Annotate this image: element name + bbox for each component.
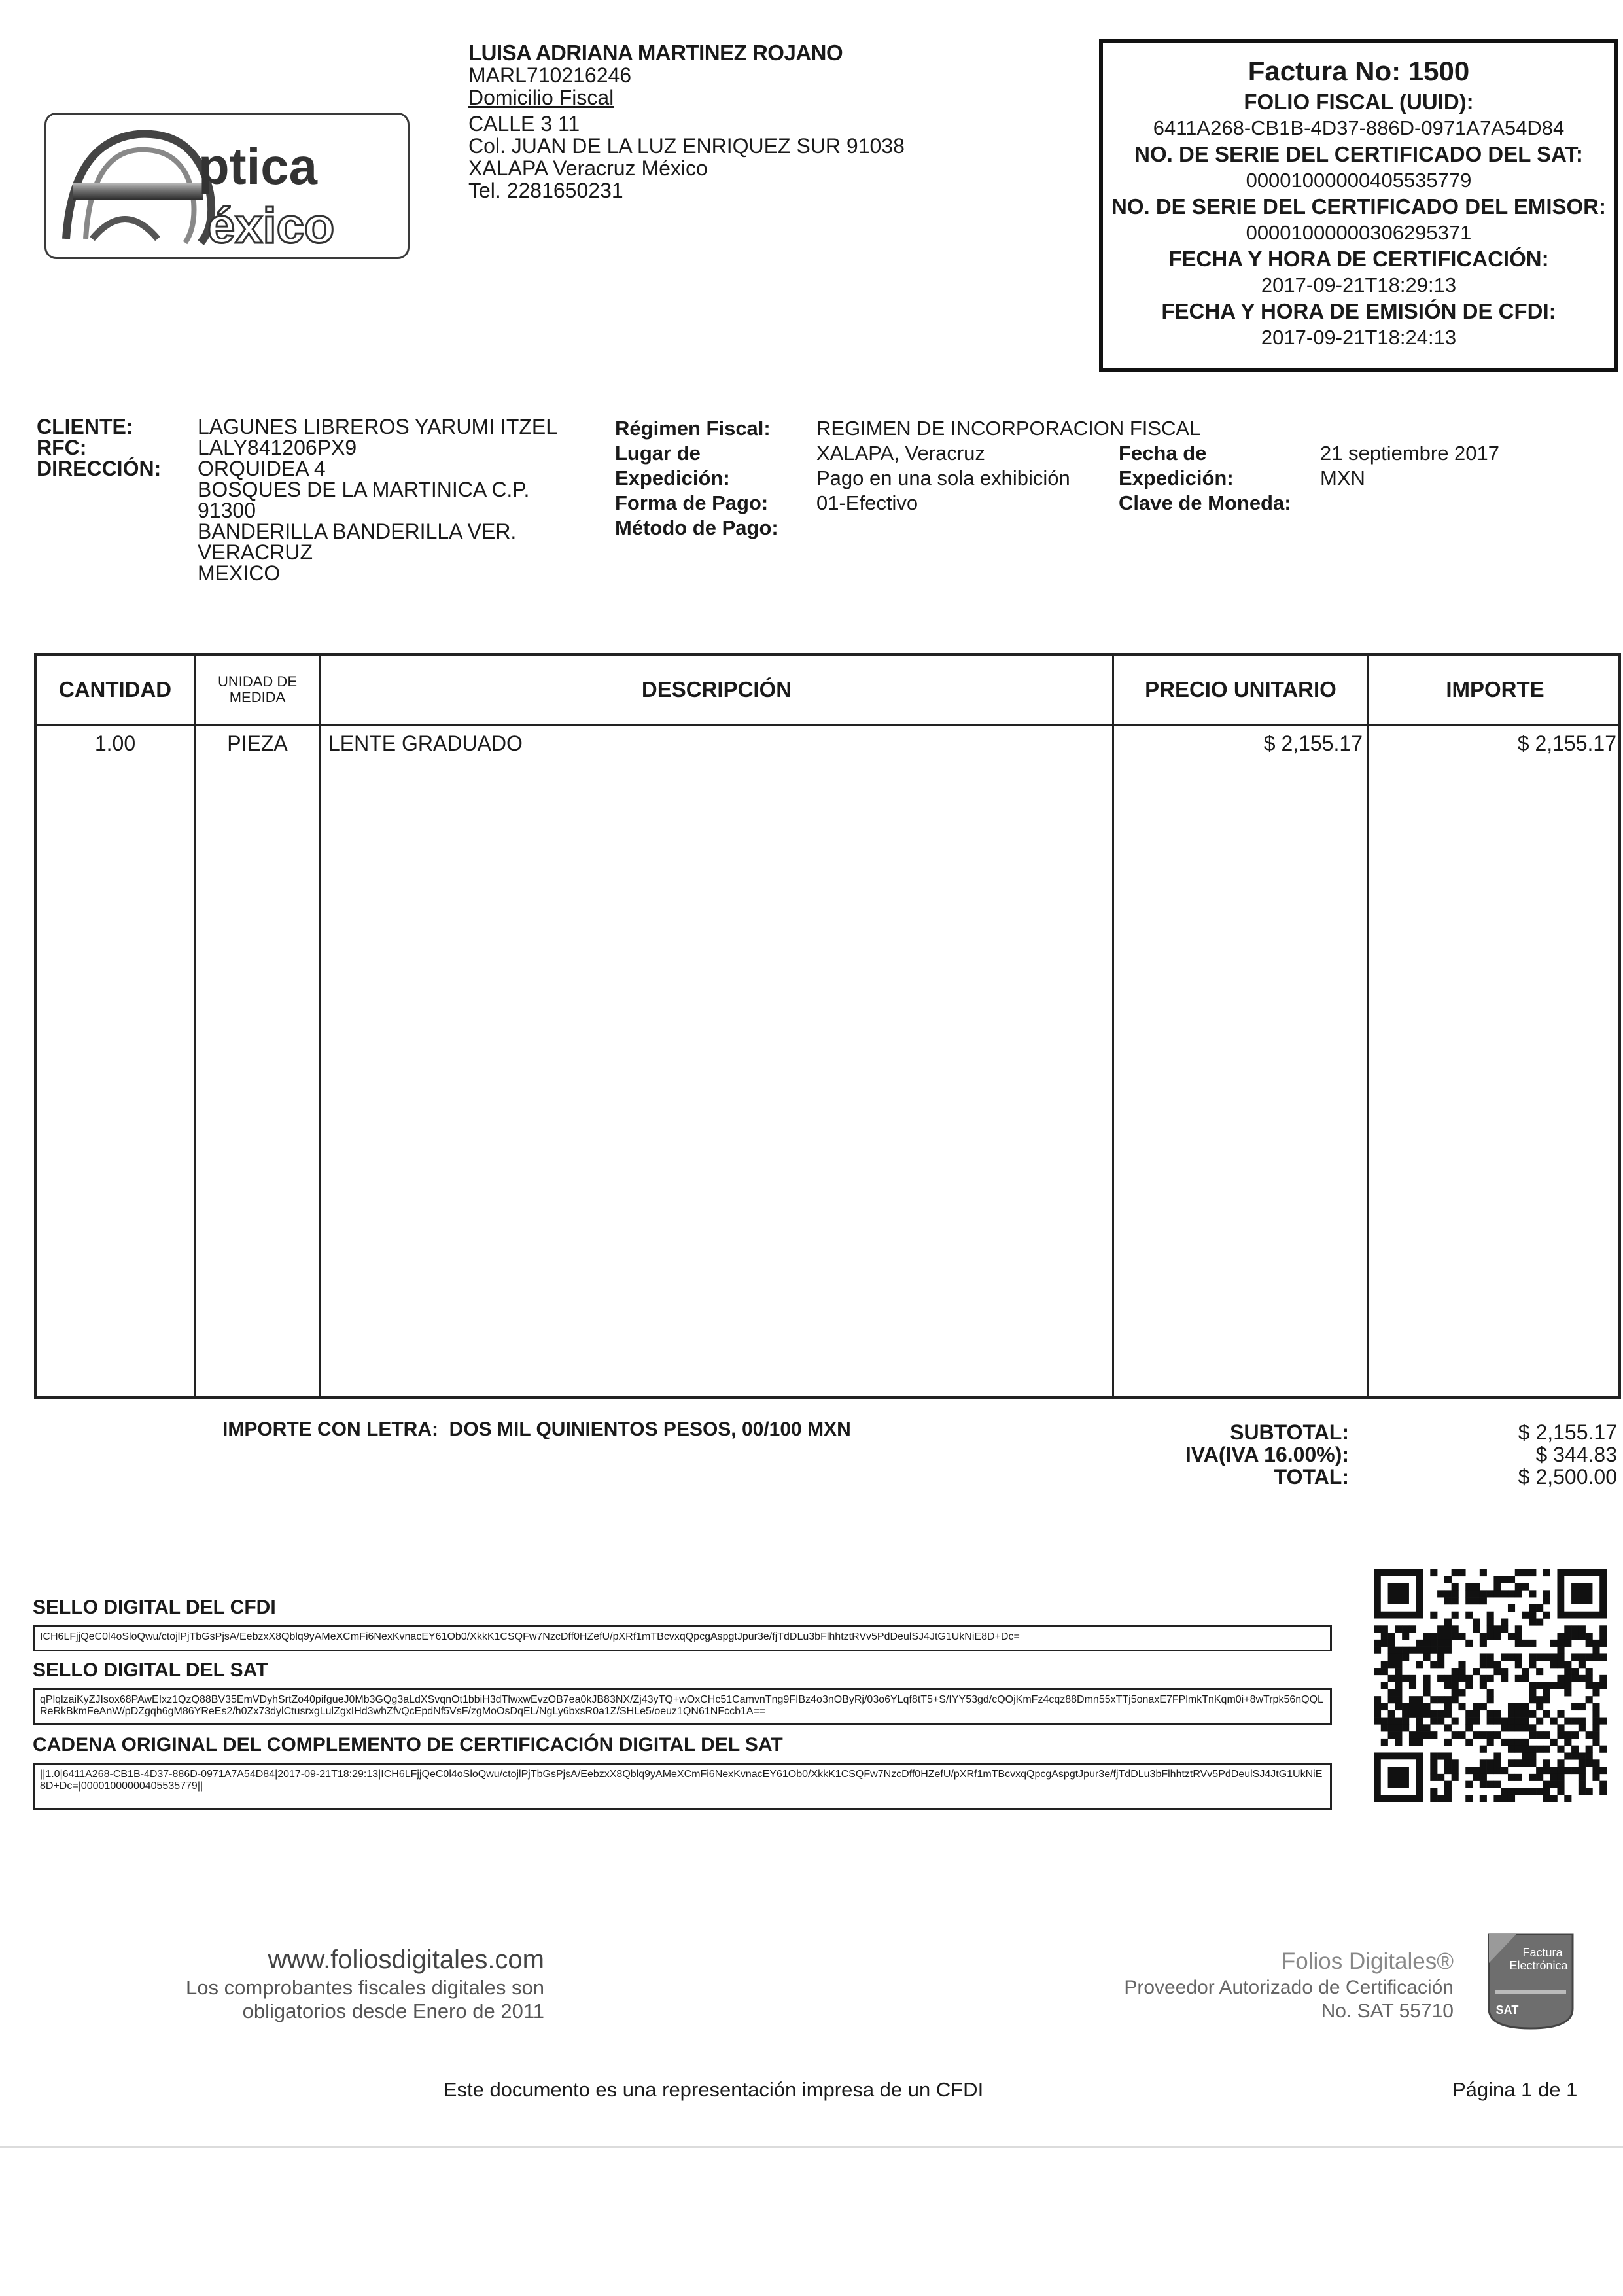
metodo-value: 01-Efectivo [816,491,918,514]
row-unidad: PIEZA [227,732,288,755]
representacion-impresa [0,2078,1623,2102]
row-precio: $ 2,155.17 [1263,732,1363,755]
sello-cfdi-title: SELLO DIGITAL DEL CFDI [33,1597,276,1618]
issuer-tel: Tel. 2281650231 [468,179,623,202]
badge-sat-text: SAT [1495,2004,1519,2017]
emision-date-label: FECHA Y HORA DE EMISIÓN DE CFDI: [1161,299,1556,323]
issuer-colonia: Col. JUAN DE LA LUZ ENRIQUEZ SUR 91038 [468,134,905,158]
qr-code [1374,1569,1607,1802]
sat-number: No. SAT 55710 [1321,2000,1454,2022]
client-rfc: LALY841206PX9 [198,436,357,459]
client-address-line: BANDERILLA BANDERILLA VER. [198,520,517,543]
qr-code-graphic [1374,1569,1607,1802]
folios-brand: Folios Digitales® [1281,1949,1454,1974]
footer-note-line2: obligatorios desde Enero de 2011 [242,2000,544,2022]
header-unidad-line2: MEDIDA [229,689,286,705]
moneda-label: Clave de Moneda: [1119,491,1291,514]
row-importe: $ 2,155.17 [1517,732,1616,755]
qr-finder-pattern [1561,1572,1603,1615]
qr-finder-pattern [1377,1756,1420,1799]
lugar-label: Lugar de Expedición: [615,442,730,489]
rfc-label: RFC: [37,436,87,459]
iva-label: IVA(IVA 16.00%): [1185,1443,1349,1466]
header-unidad [196,656,319,724]
client-address-line: 91300 [198,499,256,522]
importe-con-letra [222,1419,851,1441]
items-table [34,653,1621,1399]
page-bottom-rule [0,2146,1623,2148]
sat-cert-label: NO. DE SERIE DEL CERTIFICADO DEL SAT: [1134,142,1583,166]
column-divider [1367,656,1369,1396]
header-importe: IMPORTE [1446,677,1544,701]
issuer-city: XALAPA Veracruz México [468,156,708,180]
logo-text-bottom: éxico [207,198,335,254]
logo-graphic [46,115,408,257]
emision-date-value: 2017-09-21T18:24:13 [1261,326,1457,349]
lugar-value: XALAPA, Veracruz [816,442,985,465]
column-divider [1112,656,1114,1396]
direccion-label: DIRECCIÓN: [37,457,162,480]
sello-sat-box: qPlqlzaiKyZJIsox68PAwEIxz1QzQ88BV35EmVDyhSrtZo40pifgueJ0Mb3GQg3aLdXSvqnOt1bbiH3dTlwxwEvzOB7ea0kJB83NX/Zj43yTQ+wOxCHc51CamvnTng9FIBz4o3nOByRj/03o6YLqf8tT5+S/IYY53gd/cQOjKmFz4cqz88Dmn55xTTj5onaxE7FPlmkTnKqm0i+8wTrpk56nQQLReRkBkmFeAnW/pDZgqh6gM86YReEs2/h0Zx73dylCtusrxgLulZgxIHd3whZfvQcEpdNf5VsF/zgMoOsDqEL/NgLy6bxsR0a1Z/SHLe5/oeuz1QN61NFccb1A== [33,1688,1332,1725]
row-descripcion: LENTE GRADUADO [328,732,523,755]
forma-value: Pago en una sola exhibición [816,467,1070,489]
cert-date-label: FECHA Y HORA DE CERTIFICACIÓN: [1168,247,1549,271]
footer-note-line1: Los comprobantes fiscales digitales son [186,1976,544,1999]
table-header-divider [37,724,1618,726]
fecha-value: 21 septiembre 2017 [1320,442,1500,465]
provider-text: Proveedor Autorizado de Certificación [1124,1977,1454,1998]
cliente-label: CLIENTE: [37,415,133,438]
representacion-text: Este documento es una representación impresa de un CFDI [443,2078,984,2101]
sello-sat-title: SELLO DIGITAL DEL SAT [33,1659,268,1681]
client-address-line: BOSQUES DE LA MARTINICA C.P. [198,478,530,501]
client-address-line: VERACRUZ [198,540,313,564]
emisor-cert-label: NO. DE SERIE DEL CERTIFICADO DEL EMISOR: [1111,194,1607,219]
footer-left [105,1943,544,2023]
forma-label: Forma de Pago: [615,491,769,514]
invoice-number: Factura No: 1500 [1248,56,1470,86]
totals-labels [1112,1421,1349,1488]
issuer-block [468,42,905,202]
column-divider [319,656,321,1396]
client-address-line: ORQUIDEA 4 [198,457,326,480]
regimen-label: Régimen Fiscal: [615,417,771,440]
moneda-value: MXN [1320,467,1365,489]
factura-electronica-badge [1484,1930,1578,2032]
letra-value: DOS MIL QUINIENTOS PESOS, 00/100 MXN [449,1419,851,1440]
header-precio: PRECIO UNITARIO [1145,677,1336,701]
issuer-rfc: MARL710216246 [468,63,632,87]
header-descripcion: DESCRIPCIÓN [641,677,792,701]
footer-right [1073,1947,1454,2023]
sat-cert-value: 00001000000405535779 [1246,169,1472,192]
page-number: Página 1 de 1 [1452,2078,1578,2101]
letra-label: IMPORTE CON LETRA: [222,1419,438,1440]
fiscal-box [1099,39,1618,372]
column-divider [194,656,196,1396]
metodo-label: Método de Pago: [615,516,778,539]
subtotal-label: SUBTOTAL: [1230,1421,1349,1444]
uuid-value: 6411A268-CB1B-4D37-886D-0971A7A54D84 [1153,116,1565,139]
client-address-line: MEXICO [198,561,281,585]
total-value: $ 2,500.00 [1518,1465,1617,1489]
qr-finder-pattern [1377,1572,1420,1615]
header-cantidad: CANTIDAD [58,677,172,701]
badge-text-2: Electrónica [1509,1959,1568,1972]
total-label: TOTAL: [1274,1465,1349,1489]
logo-text-top: ptica [198,137,318,195]
badge-text-1: Factura [1522,1946,1563,1959]
cadena-original-title: CADENA ORIGINAL DEL COMPLEMENTO DE CERTIFICACIÓN DIGITAL DEL SAT [33,1734,783,1756]
regimen-value: REGIMEN DE INCORPORACION FISCAL [816,417,1201,440]
domicilio-label: Domicilio Fiscal [468,86,614,109]
issuer-street: CALLE 3 11 [468,112,580,135]
cadena-original-box: ||1.0|6411A268-CB1B-4D37-886D-0971A7A54D84|2017-09-21T18:29:13|ICH6LFjjQeC0l4oSloQwu/ctojlPjTbGsPjsA/EebzxX8Qblq9yAMeXCmFi6NexKvnacEY61Ob0/XkkK1CSQFw7NzcDff0HZefU/pXRf1mTBcvxqQpcgAspgtJpur3e/fjTdDLu3bFlhhtztRVv5PdDeulSJ4JtG1UkNiE8D+Dc=|00001000000405535779|| [33,1763,1332,1810]
totals-values [1406,1421,1617,1488]
optica-mexico-logo [44,113,410,259]
emisor-cert-value: 00001000000306295371 [1246,221,1472,244]
header-unidad-line1: UNIDAD DE [217,673,297,690]
cert-date-value: 2017-09-21T18:29:13 [1261,274,1457,296]
row-cantidad: 1.00 [94,732,136,755]
client-name: LAGUNES LIBREROS YARUMI ITZEL [198,415,558,438]
iva-value: $ 344.83 [1535,1443,1617,1466]
fecha-label: Fecha de Expedición: [1119,442,1234,489]
subtotal-value: $ 2,155.17 [1518,1421,1617,1444]
sello-cfdi-box: ICH6LFjjQeC0l4oSloQwu/ctojlPjTbGsPjsA/EebzxX8Qblq9yAMeXCmFi6NexKvnacEY61Ob0/XkkK1CSQFw7NzcDff0HZefU/pXRf1mTBcvxqQpcgAspgtJpur3e/fjTdDLu3bFlhhtztRVv5PdDeulSJ4JtG1UkNiE8D+Dc= [33,1625,1332,1651]
issuer-name: LUISA ADRIANA MARTINEZ ROJANO [468,41,843,65]
folios-site-link: www.foliosdigitales.com [268,1945,544,1974]
uuid-label: FOLIO FISCAL (UUID): [1244,90,1474,114]
